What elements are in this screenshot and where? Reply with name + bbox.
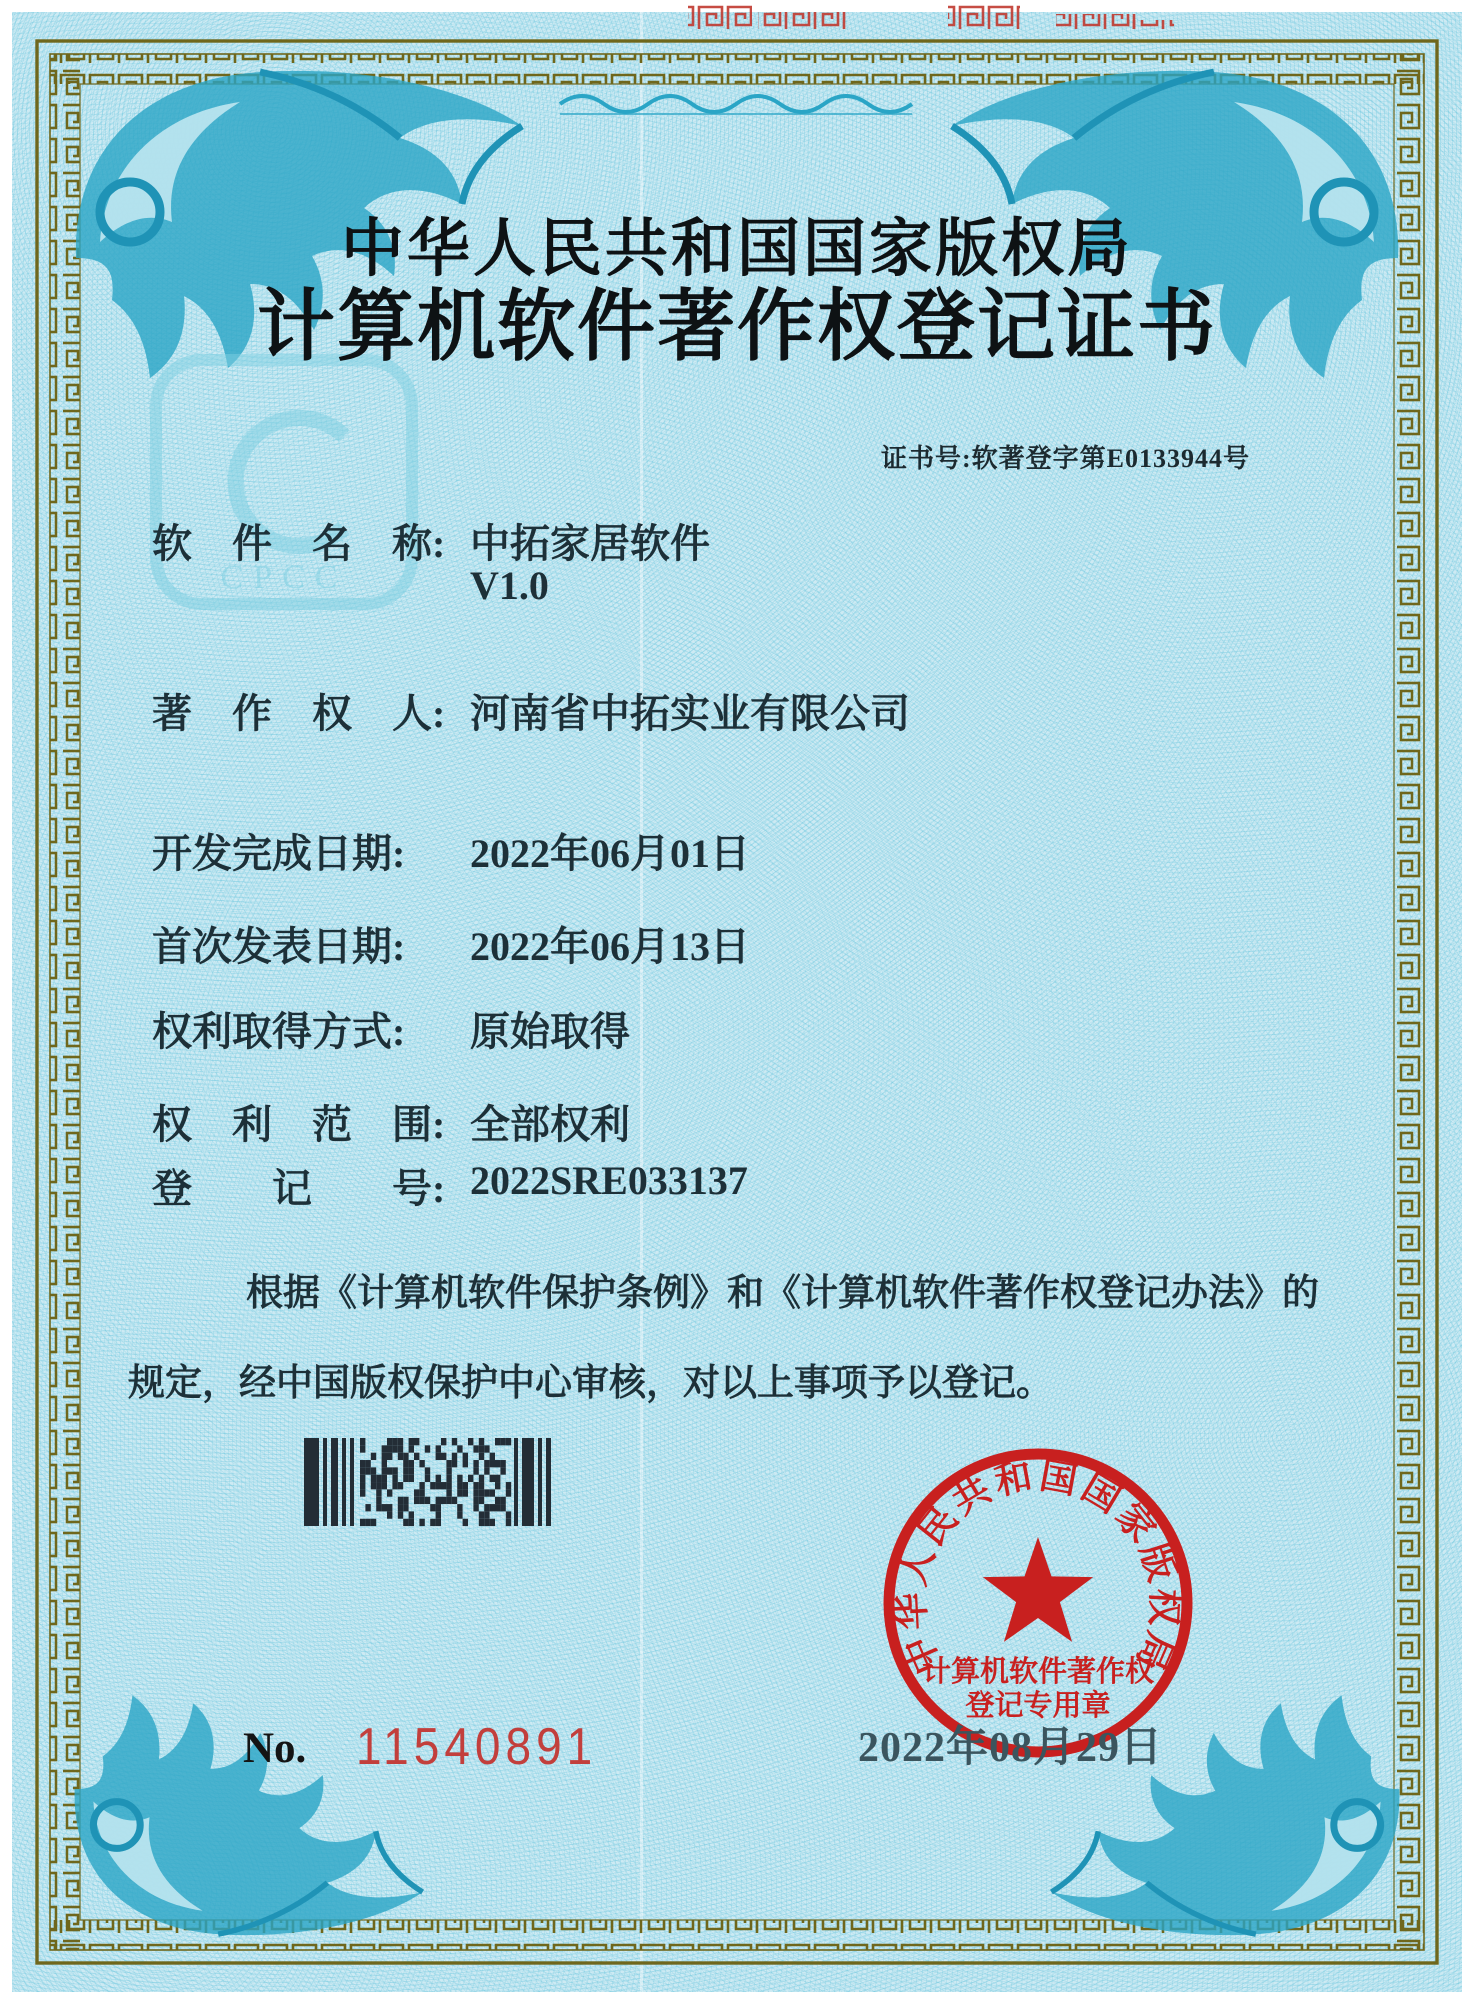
field-value: 中拓家居软件: [470, 521, 710, 566]
serial-number: 11540891: [356, 1717, 598, 1776]
top-garland: [560, 96, 912, 114]
field-value: 2022年06月01日: [470, 831, 750, 876]
registration-statement: [128, 1272, 1372, 1406]
field-value: V1.0: [470, 563, 549, 608]
field-value: 原始取得: [470, 1009, 630, 1054]
seal-arc-text: 中华人民共和国国家版权局: [891, 1455, 1185, 1680]
field-value: 全部权利: [470, 1102, 630, 1147]
serial-prefix: No.: [243, 1725, 307, 1772]
field-label: 权利取得方式:: [152, 1009, 406, 1054]
certificate-number: 证书号:软著登字第E0133944号: [880, 444, 1250, 473]
official-seal: [889, 1454, 1187, 1752]
field-value: 河南省中拓实业有限公司: [470, 691, 910, 736]
statement-line1: 根据《计算机软件保护条例》和《计算机软件著作权登记办法》的: [246, 1273, 1319, 1314]
statement-line2: 规定，经中国版权保护中心审核，对以上事项予以登记。: [128, 1363, 1053, 1404]
field-value: 2022年06月13日: [470, 924, 750, 969]
seal-date: 2022年08月29日: [858, 1725, 1164, 1771]
field-label: 著 作 权 人:: [152, 691, 446, 736]
field-label: 软 件 名 称:: [152, 521, 446, 566]
certificate-title: 计算机软件著作权登记证书: [256, 283, 1217, 370]
seal-line2: 登记专用章: [965, 1690, 1111, 1722]
seal-star: [983, 1537, 1093, 1642]
seal-line1: 计算机软件著作权: [921, 1656, 1155, 1688]
field-label: 开发完成日期:: [152, 831, 406, 876]
field-label: 权 利 范 围:: [152, 1102, 446, 1147]
field-value: 2022SRE033137: [470, 1158, 748, 1203]
red-meander-fragments: [688, 2, 1174, 36]
authority-title: 中华人民共和国国家版权局: [341, 214, 1133, 284]
barcode: [304, 1438, 551, 1526]
field-label: 登 记 号:: [152, 1166, 446, 1211]
svg-text:CPCC: CPCC: [220, 559, 348, 596]
field-label: 首次发表日期:: [152, 924, 406, 969]
